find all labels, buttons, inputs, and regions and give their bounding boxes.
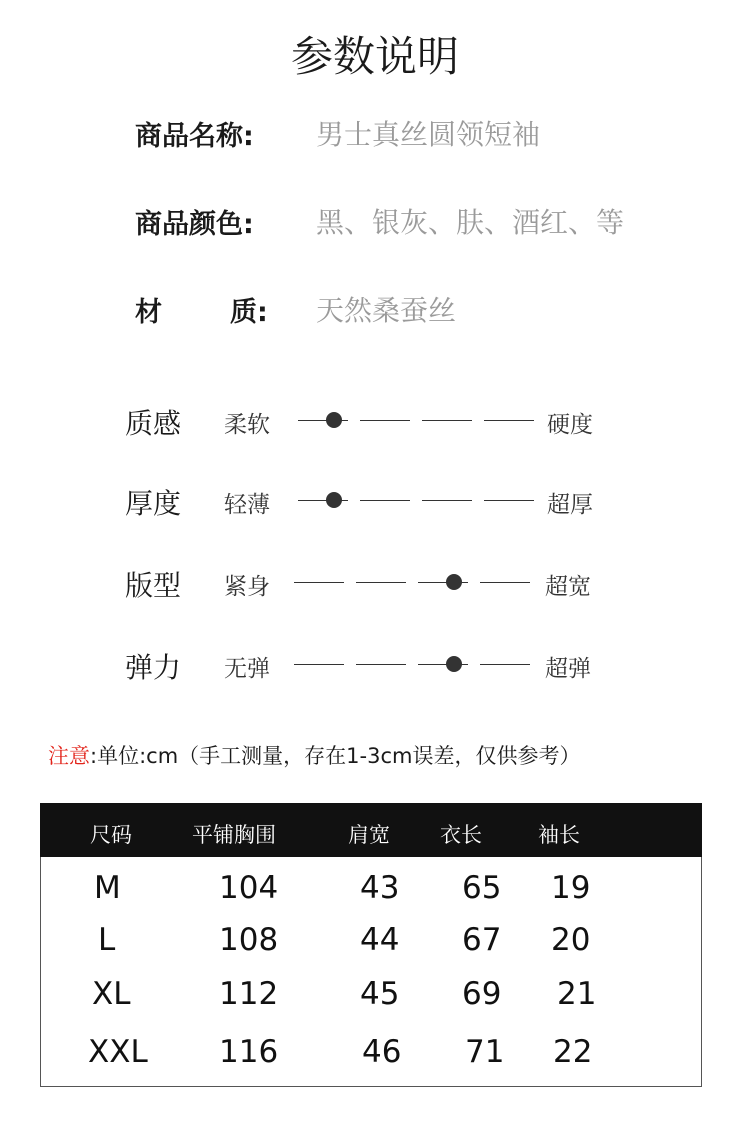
header-length: 衣长 (440, 823, 482, 847)
product-color-label: 商品颜色: (135, 209, 254, 240)
scale-level-dot (326, 492, 342, 508)
scale-left-label: 柔软 (224, 412, 270, 438)
scale-right-label: 超弹 (545, 656, 591, 682)
material-value: 天然桑蚕丝 (316, 294, 457, 327)
header-sleeve: 袖长 (538, 823, 580, 847)
scale-left-label: 无弹 (224, 656, 270, 682)
cell-size: L (98, 922, 116, 958)
scale-name: 版型 (125, 569, 182, 602)
cell-length: 71 (465, 1034, 505, 1070)
cell-length: 69 (462, 976, 502, 1012)
cell-length: 67 (462, 922, 502, 958)
cell-chest: 112 (219, 976, 279, 1012)
cell-chest: 116 (219, 1034, 279, 1070)
cell-shoulder: 43 (360, 870, 400, 906)
scale-level-dot (326, 412, 342, 428)
scale-segment (360, 420, 410, 421)
scale-segment (480, 664, 530, 665)
cell-length: 65 (462, 870, 502, 906)
measurement-note (48, 740, 580, 770)
cell-sleeve: 20 (551, 922, 591, 958)
cell-shoulder: 44 (360, 922, 400, 958)
scale-level-dot (446, 574, 462, 590)
scale-segment (356, 582, 406, 583)
scale-left-label: 紧身 (224, 574, 270, 600)
cell-size: XL (92, 976, 131, 1012)
scale-segment (422, 420, 472, 421)
cell-size: XXL (88, 1034, 148, 1070)
scale-track (294, 664, 528, 666)
page-title: 参数说明 (290, 32, 459, 81)
scale-left-label: 轻薄 (224, 492, 270, 518)
scale-name: 弹力 (125, 651, 182, 684)
scale-track (298, 420, 532, 422)
cell-shoulder: 46 (362, 1034, 402, 1070)
cell-size: M (94, 870, 121, 906)
scale-right-label: 超宽 (545, 574, 591, 600)
cell-chest: 104 (219, 870, 279, 906)
cell-sleeve: 19 (551, 870, 591, 906)
scale-segment (484, 420, 534, 421)
cell-shoulder: 45 (360, 976, 400, 1012)
cell-sleeve: 21 (557, 976, 597, 1012)
cell-sleeve: 22 (553, 1034, 593, 1070)
note-text: :单位:cm（手工测量，存在1-3cm误差，仅供参考） (90, 744, 581, 768)
material-label-char1: 材 (135, 297, 162, 328)
scale-name: 厚度 (125, 487, 182, 520)
product-name-value: 男士真丝圆领短袖 (316, 118, 541, 151)
scale-segment (484, 500, 534, 501)
cell-chest: 108 (219, 922, 279, 958)
product-color-value: 黑、银灰、肤、酒红、等 (316, 206, 625, 239)
scale-right-label: 硬度 (547, 412, 593, 438)
header-chest: 平铺胸围 (192, 823, 276, 847)
material-label-char2: 质: (230, 297, 268, 328)
scale-right-label: 超厚 (547, 492, 593, 518)
scale-segment (294, 582, 344, 583)
scale-segment (294, 664, 344, 665)
header-shoulder: 肩宽 (348, 823, 390, 847)
scale-level-dot (446, 656, 462, 672)
scale-segment (356, 664, 406, 665)
product-name-label: 商品名称: (135, 121, 254, 152)
scale-segment (422, 500, 472, 501)
scale-track (298, 500, 532, 502)
scale-track (294, 582, 528, 584)
scale-segment (360, 500, 410, 501)
note-prefix: 注意 (48, 744, 90, 768)
scale-segment (480, 582, 530, 583)
header-size: 尺码 (90, 823, 132, 847)
scale-name: 质感 (125, 407, 182, 440)
